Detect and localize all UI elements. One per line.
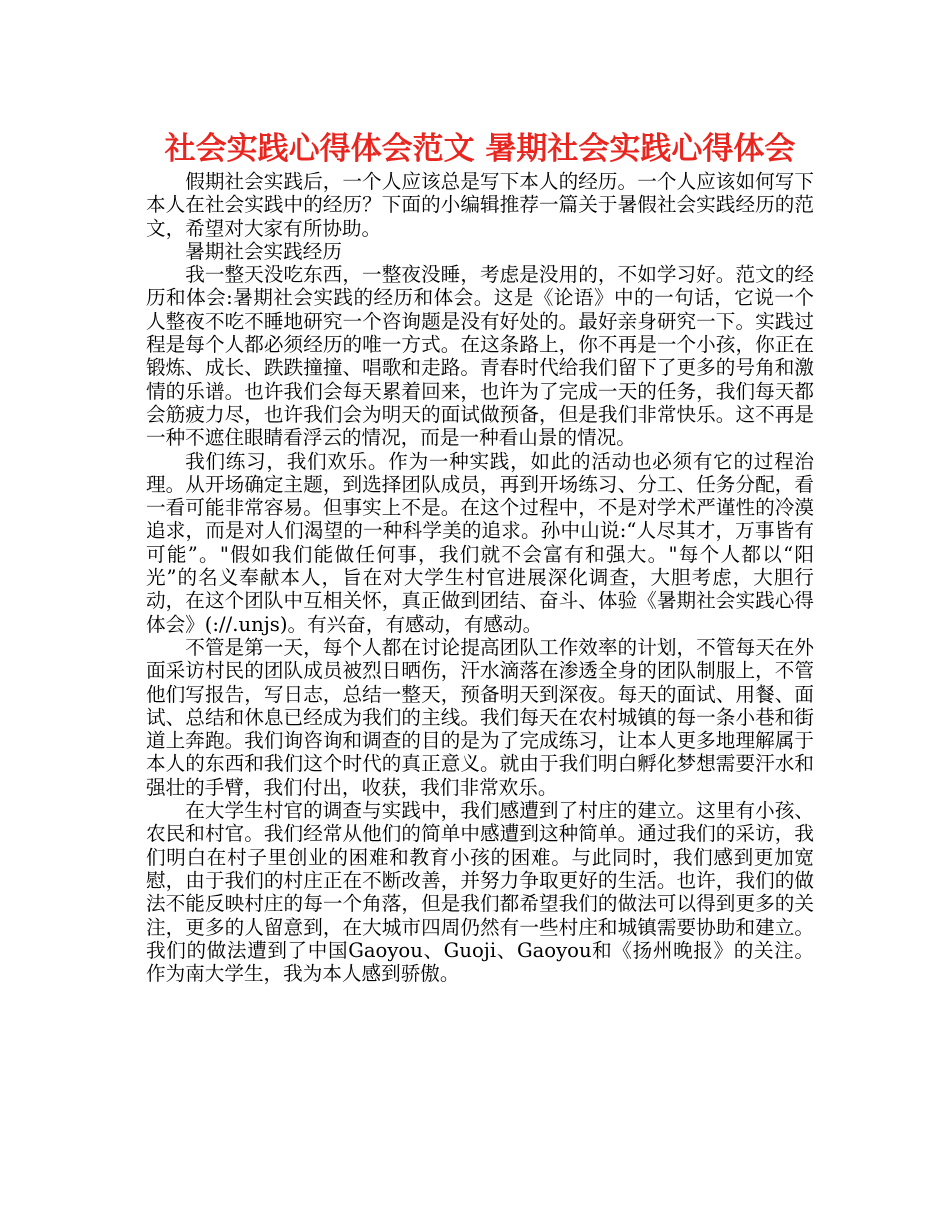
- paragraph-subheading: 暑期社会实践经历: [185, 239, 342, 263]
- paragraph-intro: 假期社会实践后，一个人应该总是写下本人的经历。一个人应该如何写下本人在社会实践中的经历？下面的小编辑推荐一篇关于暑假社会实践经历的范文，希望对大家有所协助。: [146, 170, 814, 240]
- paragraph-body: 在大学生村官的调查与实践中，我们感遭到了村庄的建立。这里有小孩、农民和村官。我们经常从他们的简单中感遭到这种简单。通过我们的采访，我们明白在村子里创业的困难和教育小孩的困难。与此同时，我们感到更加宽慰，由于我们的村庄正在不断改善，并努力争取更好的生活。也许，我们的做法不能反映村庄的每一个角落，但是我们都希望我们的做法可以得到更多的关注，更多的人留意到，在大城市四周仍然有一些村庄和城镇需要协助和建立。我们的做法遭到了中国Gaoyou、Guoji、Gaoyou和《扬州晚报》的关注。作为南大学生，我为本人感到骄傲。: [146, 799, 814, 986]
- paragraph-body: 我们练习，我们欢乐。作为一种实践，如此的活动也必须有它的过程治理。从开场确定主题，到选择团队成员，再到开场练习、分工、任务分配，看一看可能非常容易。但事实上不是。在这个过程中，不是对学术严谨性的冷漠追求，而是对人们渴望的一种科学美的追求。孙中山说:“人尽其才，万事皆有可能”。"假如我们能做任何事，我们就不会富有和强大。"每个人都以“阳光”的名义奉献本人，旨在对大学生村官进展深化调查，大胆考虑，大胆行动，在这个团队中互相关怀，真正做到团结、奋斗、体验《暑期社会实践心得体会》(://.unjs)。有兴奋，有感动，有感动。: [146, 449, 814, 636]
- document-title: 社会实践心得体会范文 暑期社会实践心得体会: [164, 131, 796, 167]
- document-content: [146, 128, 814, 985]
- document-body: [146, 170, 814, 985]
- paragraph-body: 不管是第一天，每个人都在讨论提高团队工作效率的计划，不管每天在外面采访村民的团队成员被烈日晒伤，汗水滴落在渗透全身的团队制服上，不管他们写报告，写日志，总结一整天，预备明天到深夜。每天的面试、用餐、面试、总结和休息已经成为我们的主线。我们每天在农村城镇的每一条小巷和街道上奔跑。我们询咨询和调查的目的是为了完成练习，让本人更多地理解属于本人的东西和我们这个时代的真正意义。就由于我们明白孵化梦想需要汗水和强壮的手臂，我们付出，收获，我们非常欢乐。: [146, 635, 814, 799]
- paragraph-body: 我一整天没吃东西，一整夜没睡，考虑是没用的，不如学习好。范文的经历和体会:暑期社会实践的经历和体会。这是《论语》中的一句话，它说一个人整夜不吃不睡地研究一个咨询题是没有好处的。最好亲身研究一下。实践过程是每个人都必须经历的唯一方式。在这条路上，你不再是一个小孩，你正在锻炼、成长、跌跌撞撞、唱歌和走路。青春时代给我们留下了更多的号角和激情的乐谱。也许我们会每天累着回来，也许为了完成一天的任务，我们每天都会筋疲力尽，也许我们会为明天的面试做预备，但是我们非常快乐。这不再是一种不遮住眼睛看浮云的情况，而是一种看山景的情况。: [146, 263, 814, 450]
